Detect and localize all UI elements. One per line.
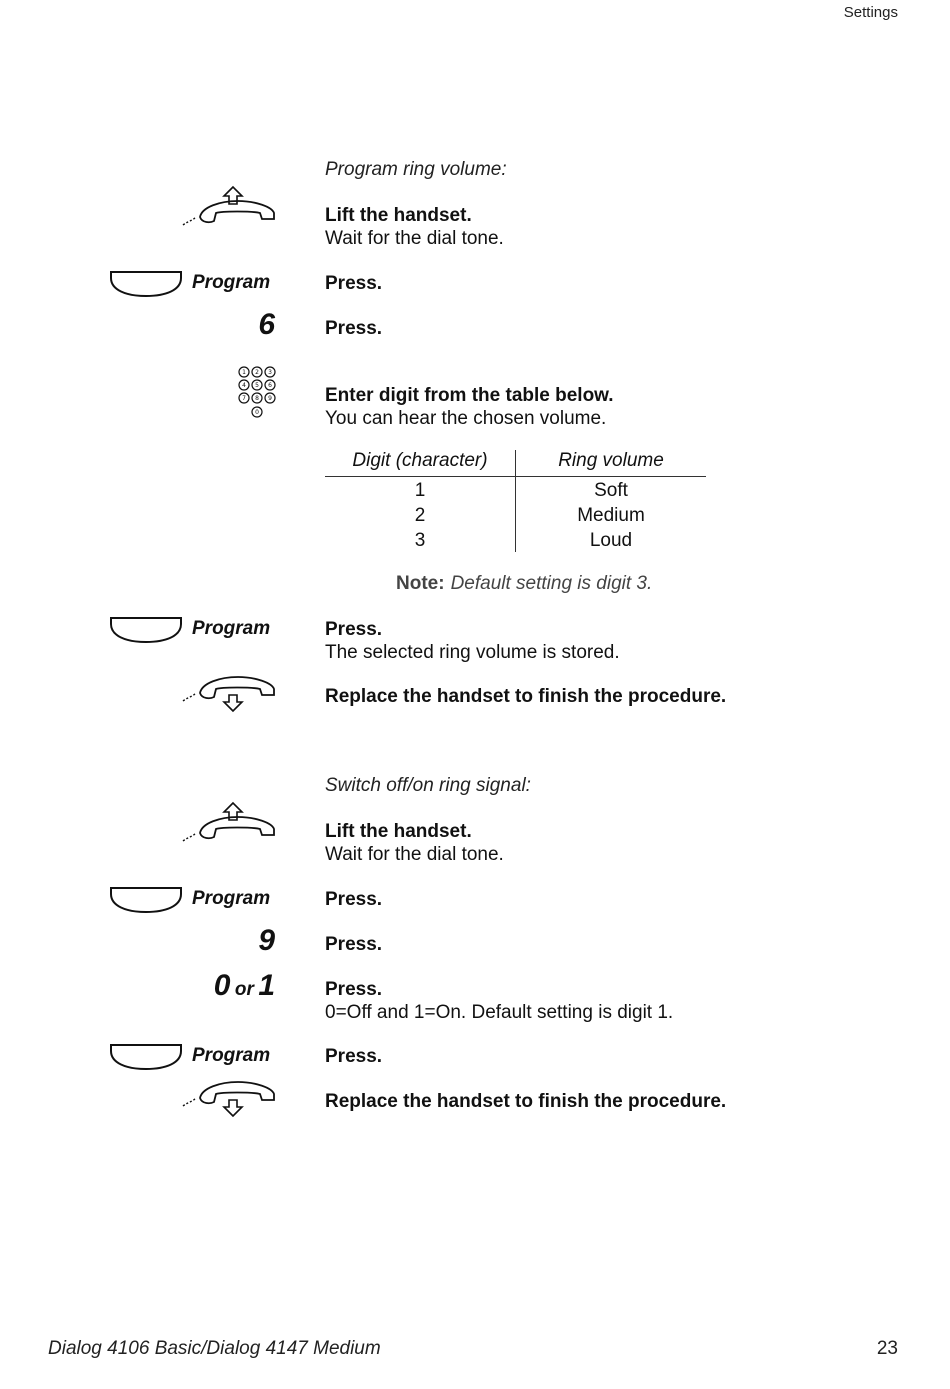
section1-program2-step — [325, 618, 845, 664]
program-key-icon — [110, 886, 182, 914]
step-instruction: Lift the handset. — [325, 205, 472, 226]
step-instruction: Lift the handset. — [325, 821, 472, 842]
svg-text:4: 4 — [242, 382, 246, 389]
step-instruction: Replace the handset to finish the procedure. — [325, 1091, 727, 1112]
svg-text:1: 1 — [242, 369, 246, 376]
table-row — [325, 477, 706, 503]
table-cell-digit: 2 — [325, 502, 516, 527]
section2-title: Switch off/on ring signal: — [325, 775, 531, 796]
replace-handset-icon — [180, 675, 278, 715]
step-detail: Wait for the dial tone. — [325, 844, 504, 865]
table-cell-volume: Loud — [589, 529, 633, 551]
svg-text:7: 7 — [242, 395, 246, 402]
digit-key-0-or-1 — [214, 969, 275, 1003]
section1-program-step — [325, 272, 845, 295]
program-key-label: Program — [192, 888, 271, 909]
step-instruction: Press. — [325, 318, 383, 339]
section2-program2-step — [325, 1045, 845, 1068]
footer-title: Dialog 4106 Basic/Dialog 4147 Medium — [48, 1338, 381, 1359]
section2-digit01-step — [325, 978, 845, 1024]
program-key-label: Program — [192, 272, 271, 293]
section2-replace-step — [325, 1090, 845, 1113]
section2-digit9-step — [325, 933, 845, 956]
step-detail: You can hear the chosen volume. — [325, 408, 607, 429]
note-label: Note: — [396, 573, 445, 594]
or-label: or — [234, 979, 254, 1000]
table-cell-volume: Medium — [577, 504, 645, 526]
table-header-row — [325, 450, 706, 477]
program-key-label: Program — [192, 1045, 271, 1066]
step-instruction: Press. — [325, 889, 383, 910]
step-instruction: Press. — [325, 273, 383, 294]
table-row — [325, 527, 706, 552]
table-cell-volume: Soft — [594, 479, 628, 501]
header-section-name: Settings — [843, 4, 898, 21]
step-instruction: Press. — [325, 619, 383, 640]
digit-key-9: 9 — [258, 924, 275, 957]
step-instruction: Enter digit from the table below. — [325, 385, 614, 406]
svg-text:6: 6 — [268, 382, 272, 389]
digit-key-6: 6 — [258, 308, 275, 341]
section1-enter-step — [325, 384, 845, 430]
table-cell-digit: 1 — [325, 477, 516, 503]
section2-program-step — [325, 888, 845, 911]
step-instruction: Press. — [325, 1046, 383, 1067]
svg-text:2: 2 — [255, 369, 259, 376]
table-header-digit: Digit (character) — [325, 450, 516, 477]
keypad-icon — [237, 365, 279, 421]
table-row — [325, 502, 706, 527]
step-detail: Wait for the dial tone. — [325, 228, 504, 249]
program-key-icon — [110, 616, 182, 644]
lift-handset-icon — [180, 801, 278, 845]
section2-lift-step — [325, 820, 845, 866]
table-cell-digit: 3 — [325, 527, 516, 552]
ring-volume-table — [325, 450, 706, 552]
svg-text:9: 9 — [268, 395, 272, 402]
section1-digit6-step — [325, 317, 845, 340]
svg-text:5: 5 — [255, 382, 259, 389]
note-text: Default setting is digit 3. — [450, 573, 653, 594]
digit-key-1: 1 — [258, 969, 275, 1002]
step-detail: 0=Off and 1=On. Default setting is digit 1. — [325, 1002, 674, 1023]
step-instruction: Press. — [325, 979, 383, 1000]
page-number: 23 — [876, 1338, 898, 1359]
section1-title: Program ring volume: — [325, 159, 507, 180]
table-header-volume: Ring volume — [516, 450, 707, 477]
svg-text:3: 3 — [268, 369, 272, 376]
note — [396, 573, 652, 595]
replace-handset-icon — [180, 1080, 278, 1120]
step-instruction: Press. — [325, 934, 383, 955]
section1-lift-step — [325, 204, 845, 250]
program-key-icon — [110, 270, 182, 298]
section1-replace-step — [325, 685, 845, 708]
digit-key-0: 0 — [213, 969, 231, 1002]
step-detail: The selected ring volume is stored. — [325, 642, 620, 663]
program-key-label: Program — [192, 618, 271, 639]
svg-text:8: 8 — [255, 395, 259, 402]
step-instruction: Replace the handset to finish the procedure. — [325, 686, 727, 707]
program-key-icon — [110, 1043, 182, 1071]
svg-text:0: 0 — [255, 409, 259, 416]
lift-handset-icon — [180, 185, 278, 229]
